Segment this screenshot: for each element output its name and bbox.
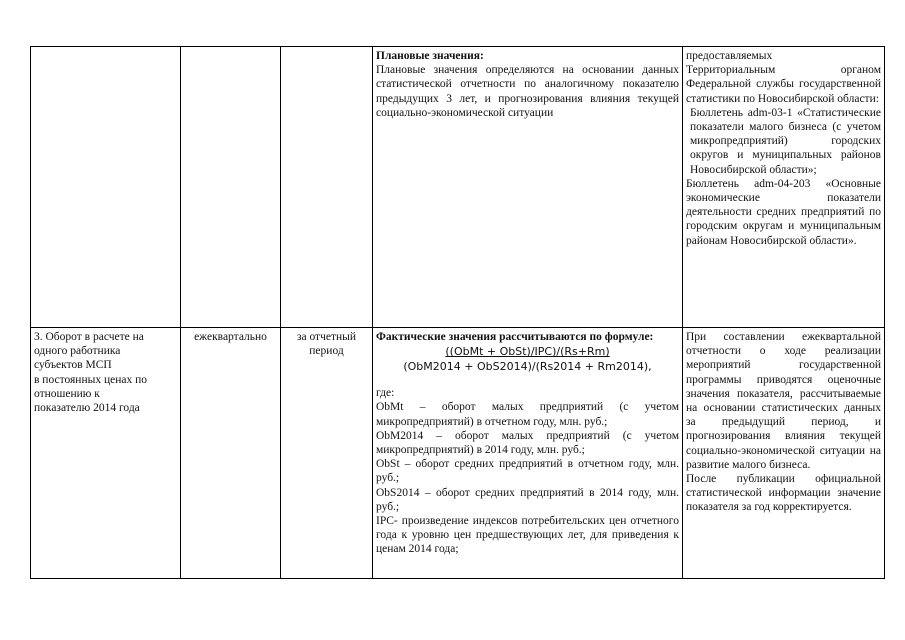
source-cell (683, 328, 885, 579)
indicator-cell (31, 328, 181, 579)
periodicity-cell (181, 47, 281, 328)
source-paragraph: После публикации официальной статистической информации значение показателя за год корректируется. (686, 473, 881, 514)
period-value: за отчетный период (296, 331, 357, 358)
indicator-line: 3. Оборот в расчете на (34, 331, 144, 343)
definition: ObSt – оборот средних предприятий в отчетном году, млн. руб.; (376, 458, 679, 485)
definition: IPC- произведение индексов потребительских цен отчетного года к уровню цен предшествующих лет, для приведения к ценам 2014 года; (376, 515, 679, 556)
indicator-cell (31, 47, 181, 328)
formula-denominator: (ObM2014 + ObS2014)/(Rs2014 + Rm2014), (403, 360, 652, 374)
source-line: Бюллетень adm-04-203 «Основные экономические показатели деятельности средних предприятий по городским округам и муниципальным районам Новосибирской области». (686, 177, 881, 247)
indicator-line: отношению к (34, 387, 100, 400)
definition: ObMt – оборот малых предприятий (с учетом микропредприятий) в отчетном году, млн. руб.; (376, 401, 679, 428)
source-line: Бюллетень adm-03-1 «Статистические показатели малого бизнеса (с учетом микропредприятий) городских округов и муниципальных районов Новосибирской области»; (690, 106, 881, 176)
method-text: Плановые значения определяются на основании данных статистической отчетности по аналогичному показателю предыдущих 3 лет, и прогнозирования влияния текущей социально-экономической ситуации (376, 64, 679, 119)
definition: ObM2014 – оборот малых предприятий (с учетом микропредприятий) в 2014 году, млн. руб.; (376, 429, 679, 457)
period-cell (281, 328, 373, 579)
source-line: Территориальным органом Федеральной службы государственной статистики по Новосибирской области: (686, 64, 881, 105)
method-title: Плановые значения: (376, 50, 484, 62)
table-row (31, 47, 885, 328)
indicator-table (30, 46, 885, 579)
source-paragraph: При составлении ежеквартальной отчетности о ходе реализации мероприятий государственной программы приводятся оценочные значения показателя, рассчитываемые на основании статистических данных за предыдущий период, и прогнозирования влияния текущей социально-экономической ситуации на развитие малого бизнеса. (686, 331, 881, 471)
definition: ObS2014 – оборот средних предприятий в 2014 году, млн. руб.; (376, 486, 679, 513)
method-cell (373, 328, 683, 579)
table-row (31, 328, 885, 579)
periodicity-value: ежеквартально (194, 331, 267, 343)
indicator-line: одного работника (34, 345, 121, 358)
source-line: предоставляемых (686, 50, 773, 62)
indicator-line: субъектов МСП (34, 359, 112, 372)
where-label: где: (376, 387, 395, 400)
source-cell (683, 47, 885, 328)
method-cell (373, 47, 683, 328)
formula-numerator: ((ObMt + ObSt)/IPC)/(Rs+Rm) (445, 345, 610, 359)
indicator-line: показателю 2014 года (34, 402, 140, 415)
period-cell (281, 47, 373, 328)
method-title: Фактические значения рассчитываются по формуле: (376, 331, 654, 343)
indicator-line: в постоянных ценах по (34, 373, 148, 386)
spacer (376, 374, 679, 386)
periodicity-cell (181, 328, 281, 579)
